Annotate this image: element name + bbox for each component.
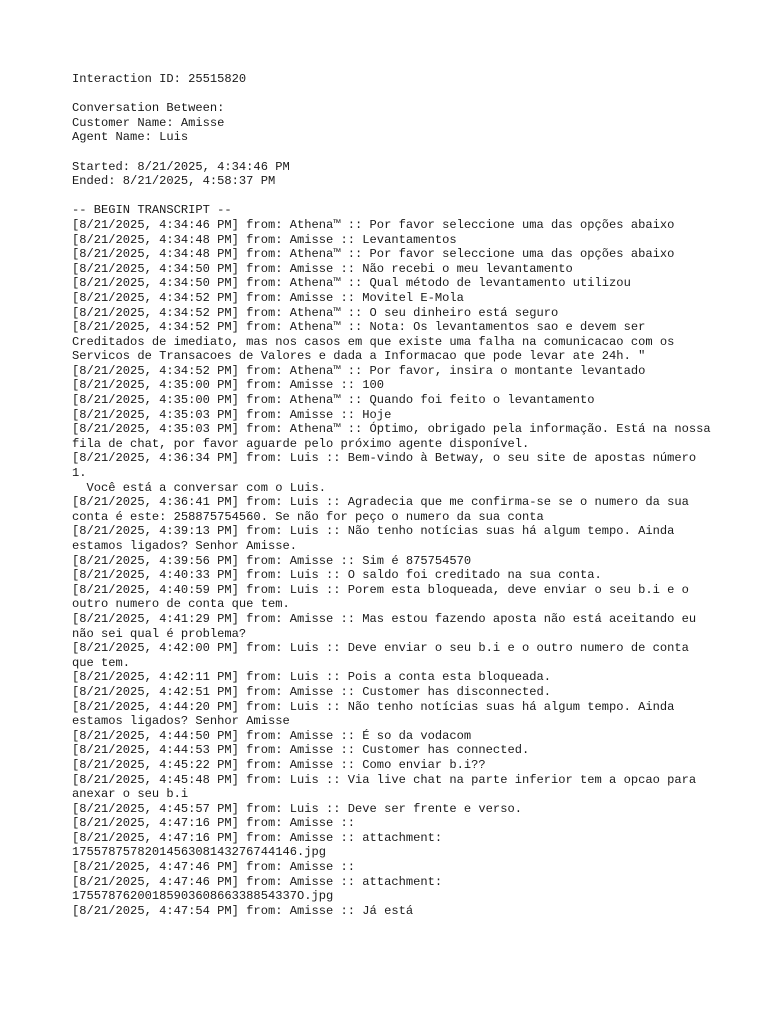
transcript-line: [8/21/2025, 4:45:22 PM] from: Amisse :: Como enviar b.i?? xyxy=(72,757,486,772)
transcript-line: [8/21/2025, 4:44:50 PM] from: Amisse :: É so da vodacom xyxy=(72,728,472,743)
transcript-line: [8/21/2025, 4:39:56 PM] from: Amisse :: Sim é 875754570 xyxy=(72,553,472,568)
transcript-line: [8/21/2025, 4:34:52 PM] from: Athena™ :: Por favor, insira o montante levantado xyxy=(72,363,646,378)
transcript-document xyxy=(72,72,718,918)
transcript-line: 1755787620018590360866338854337O.jpg xyxy=(72,889,334,904)
transcript-line: [8/21/2025, 4:35:00 PM] from: Amisse :: 100 xyxy=(72,378,385,393)
transcript-line: [8/21/2025, 4:42:00 PM] from: Luis :: Deve enviar o seu b.i e o outro numero de conta que tem. xyxy=(72,641,697,670)
transcript-line: [8/21/2025, 4:47:16 PM] from: Amisse :: attachment: xyxy=(72,830,443,845)
transcript-line: [8/21/2025, 4:41:29 PM] from: Amisse :: Mas estou fazendo aposta não está aceitando eu não sei qual é problema? xyxy=(72,611,704,641)
interaction-id: Interaction ID: 25515820 xyxy=(72,72,247,86)
started-time: Started: 8/21/2025, 4:34:46 PM xyxy=(72,159,290,174)
transcript-line: [8/21/2025, 4:34:50 PM] from: Athena™ :: Qual método de levantamento utilizou xyxy=(72,276,631,291)
transcript-line: 1755787578201456308143276744146.jpg xyxy=(72,845,327,860)
transcript-line: [8/21/2025, 4:47:16 PM] from: Amisse :: xyxy=(72,816,356,831)
customer-name: Customer Name: Amisse xyxy=(72,115,225,130)
transcript-line: [8/21/2025, 4:40:33 PM] from: Luis :: O saldo foi creditado na sua conta. xyxy=(72,568,602,583)
transcript-line: [8/21/2025, 4:34:52 PM] from: Athena™ :: O seu dinheiro está seguro xyxy=(72,305,559,320)
agent-name: Agent Name: Luis xyxy=(72,130,189,145)
transcript-line: [8/21/2025, 4:42:11 PM] from: Luis :: Pois a conta esta bloqueada. xyxy=(72,670,551,685)
transcript-body xyxy=(72,203,718,918)
transcript-line: [8/21/2025, 4:44:53 PM] from: Amisse :: Customer has connected. xyxy=(72,743,530,758)
transcript-line: [8/21/2025, 4:34:48 PM] from: Amisse :: Levantamentos xyxy=(72,232,457,247)
conversation-between-label: Conversation Between: xyxy=(72,101,225,116)
transcript-line: [8/21/2025, 4:34:52 PM] from: Amisse :: Movitel E-Mola xyxy=(72,290,464,305)
transcript-lines xyxy=(72,217,718,919)
transcript-line: [8/21/2025, 4:34:48 PM] from: Athena™ :: Por favor seleccione uma das opções abaixo xyxy=(72,247,675,262)
transcript-line: [8/21/2025, 4:36:34 PM] from: Luis :: Bem-vindo à Betway, o seu site de apostas número 1. xyxy=(72,451,704,481)
spacer xyxy=(72,189,712,204)
transcript-line: [8/21/2025, 4:34:50 PM] from: Amisse :: Não recebi o meu levantamento xyxy=(72,261,573,276)
transcript-line: [8/21/2025, 4:35:00 PM] from: Athena™ :: Quando foi feito o levantamento xyxy=(72,393,595,408)
transcript-line: [8/21/2025, 4:45:57 PM] from: Luis :: Deve ser frente e verso. xyxy=(72,801,522,816)
transcript-line: [8/21/2025, 4:47:54 PM] from: Amisse :: Já está xyxy=(72,903,414,918)
transcript-line: [8/21/2025, 4:45:48 PM] from: Luis :: Via live chat na parte inferior tem a opcao para anexar o seu b.i xyxy=(72,772,704,802)
transcript-line: [8/21/2025, 4:35:03 PM] from: Athena™ :: Óptimo, obrigado pela informação. Está na nossa fila de chat, por favor aguarde pelo próximo agente disponível. xyxy=(72,422,718,451)
transcript-line: [8/21/2025, 4:36:41 PM] from: Luis :: Agradecia que me confirma-se se o numero da sua conta é este: 258875754560. Se não for peço o numero da sua conta xyxy=(72,495,697,524)
transcript-line: [8/21/2025, 4:42:51 PM] from: Amisse :: Customer has disconnected. xyxy=(72,684,551,699)
transcript-line: [8/21/2025, 4:39:13 PM] from: Luis :: Não tenho notícias suas há algum tempo. Ainda estamos ligados? Senhor Amisse. xyxy=(72,524,682,553)
spacer xyxy=(72,145,712,160)
transcript-line: [8/21/2025, 4:47:46 PM] from: Amisse :: xyxy=(72,860,356,875)
ended-time: Ended: 8/21/2025, 4:58:37 PM xyxy=(72,174,276,189)
transcript-line: [8/21/2025, 4:47:46 PM] from: Amisse :: attachment: xyxy=(72,874,443,889)
transcript-line: [8/21/2025, 4:34:52 PM] from: Athena™ :: Nota: Os levantamentos sao e devem ser Creditados de imediato, mas nos casos em que existe uma falha na comunicacao com os Servicos de Transacoes de Valores e dada a Informacao que pode levar ate 24h. " xyxy=(72,320,682,364)
transcript-line: Você está a conversar com o Luis. xyxy=(72,480,327,495)
spacer xyxy=(72,87,712,102)
transcript-line: [8/21/2025, 4:40:59 PM] from: Luis :: Porem esta bloqueada, deve enviar o seu b.i e o outro numero de conta que tem. xyxy=(72,582,697,612)
transcript-line: [8/21/2025, 4:34:46 PM] from: Athena™ :: Por favor seleccione uma das opções abaixo xyxy=(72,217,675,232)
document-header xyxy=(72,72,712,203)
transcript-line: [8/21/2025, 4:44:20 PM] from: Luis :: Não tenho notícias suas há algum tempo. Ainda estamos ligados? Senhor Amisse xyxy=(72,699,682,729)
transcript-begin-marker: -- BEGIN TRANSCRIPT -- xyxy=(72,203,232,218)
transcript-line: [8/21/2025, 4:35:03 PM] from: Amisse :: Hoje xyxy=(72,407,392,422)
